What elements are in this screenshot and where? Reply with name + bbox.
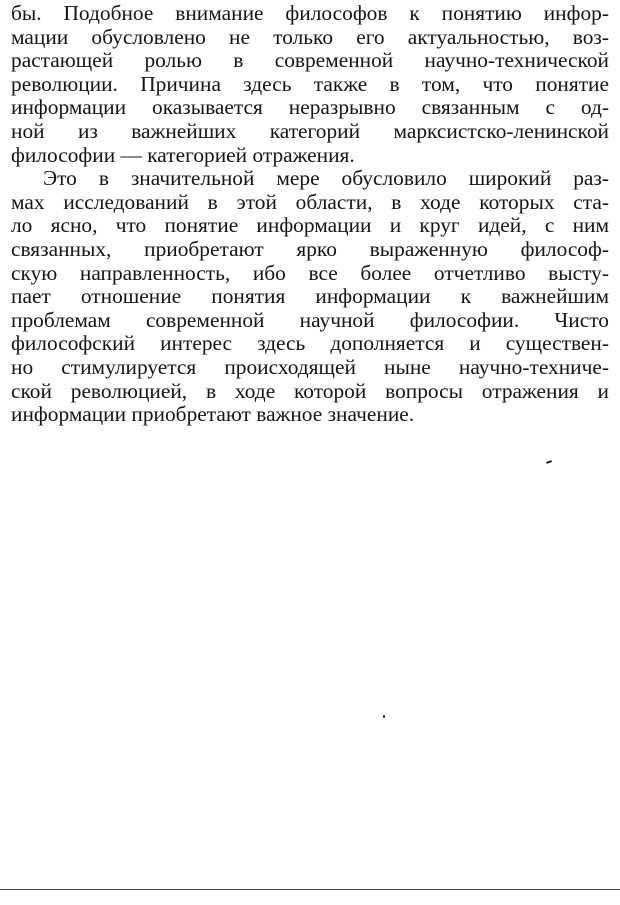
text-line: пает отношение понятия информации к важнейшим bbox=[11, 284, 609, 309]
print-speck bbox=[546, 460, 552, 464]
text-line: ской революцией, в ходе которой вопросы отражения и bbox=[11, 378, 609, 403]
text-line: философии — категорией отражения. bbox=[11, 142, 355, 167]
text-line: Это в значительной мере обусловило широкий раз- bbox=[43, 166, 609, 191]
text-line: растающей ролью в современной научно-технической bbox=[11, 48, 609, 73]
text-line: ной из важнейших категорий марксистско-ленинской bbox=[11, 118, 609, 143]
text-line: мах исследований в этой области, в ходе которых ста- bbox=[11, 189, 609, 214]
body-text bbox=[11, 2, 609, 427]
text-line: революции. Причина здесь также в том, что понятие bbox=[11, 71, 609, 96]
text-line: ло ясно, что понятие информации и круг идей, с ним bbox=[11, 213, 609, 238]
text-line: информации приобретают важное значение. bbox=[11, 402, 415, 427]
bottom-rule bbox=[0, 889, 620, 890]
text-line: философский интерес здесь дополняется и существен- bbox=[11, 331, 609, 356]
text-line: проблемам современной научной философии. Чисто bbox=[11, 307, 609, 332]
print-speck bbox=[383, 715, 385, 718]
paragraph-2 bbox=[11, 167, 609, 427]
text-line: бы. Подобное внимание философов к понятию инфор- bbox=[11, 1, 609, 25]
text-line: скую направленность, ибо все более отчетливо высту- bbox=[11, 260, 609, 285]
text-line: мации обусловлено не только его актуальностью, воз- bbox=[11, 24, 609, 49]
text-line: информации оказывается неразрывно связанным с од- bbox=[11, 95, 609, 120]
paragraph-1 bbox=[11, 2, 609, 167]
text-line: связанных, приобретают ярко выраженную философ- bbox=[11, 236, 609, 261]
text-line: но стимулируется происходящей ныне научно-техниче- bbox=[11, 354, 609, 379]
